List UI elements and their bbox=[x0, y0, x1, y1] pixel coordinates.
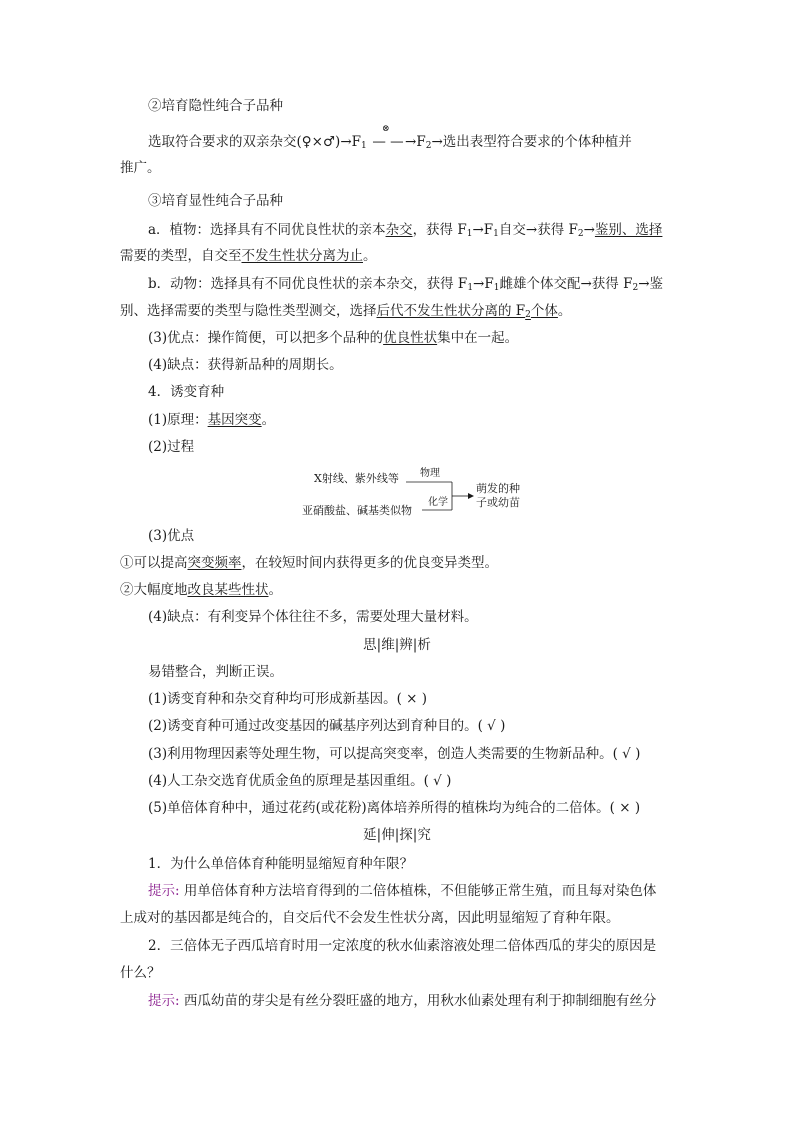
heading-dominant: ③培育显性纯合子品种 bbox=[148, 193, 283, 209]
mutation-process-diagram bbox=[300, 462, 540, 522]
physical-label: 物理 bbox=[420, 468, 440, 479]
paragraph-line: 推广。 bbox=[120, 160, 161, 176]
judgment-item-4: (4)人工杂交选育优质金鱼的原理是基因重组。( √ ) bbox=[148, 773, 452, 789]
paragraph-advantage: (3)优点：操作简便，可以把多个品种的优良性状集中在一起。 bbox=[148, 330, 519, 346]
paragraph-animal: b．动物：选择具有不同优良性状的亲本杂交，获得 $F_1\to F_1$雌雄个体交配→获得 $F_2\to$鉴 bbox=[148, 276, 663, 293]
section-title-thinking: 思|维|辨|析 bbox=[363, 637, 431, 653]
answer-1: 提示: 用单倍体育种方法培育得到的二倍体植株，不但能够正常生殖，而且每对染色体 bbox=[148, 883, 657, 899]
selfing-arrow: ⊗ — — bbox=[371, 133, 405, 151]
paragraph-animal-cont: 别、选择需要的类型与隐性类型测交，选择后代不发生性状分离的 $F_2$个体。 bbox=[120, 303, 572, 320]
paragraph-plant-cont: 需要的类型，自交至不发生性状分离为止。 bbox=[120, 248, 377, 264]
paragraph-instruction: 易错整合，判断正误。 bbox=[148, 664, 283, 680]
selfing-icon: ⊗ bbox=[382, 124, 390, 134]
target-text-line1: 萌发的种 bbox=[476, 482, 520, 495]
question-2-cont: 什么？ bbox=[120, 965, 161, 981]
heading-recessive: ②培育隐性纯合子品种 bbox=[148, 98, 283, 114]
judgment-item-3: (3)利用物理因素等处理生物，可以提高突变率，创造人类需要的生物新品种。( √ ) bbox=[148, 746, 641, 762]
paragraph-advantage-2: ②大幅度地改良某些性状。 bbox=[120, 582, 282, 598]
judgment-item-1: (1)诱变育种和杂交育种均可形成新基因。( × ) bbox=[148, 691, 428, 707]
heading-process: (2)过程 bbox=[148, 439, 195, 455]
question-2: 2．三倍体无子西瓜培育时用一定浓度的秋水仙素溶液处理二倍体西瓜的芽尖的原因是 bbox=[148, 938, 657, 954]
answer-2: 提示: 西瓜幼苗的芽尖是有丝分裂旺盛的地方，用秋水仙素处理有利于抑制细胞有丝分 bbox=[148, 993, 657, 1009]
question-1: 1．为什么单倍体育种能明显缩短育种年限？ bbox=[148, 856, 414, 872]
hint-label: 提示: bbox=[148, 883, 180, 899]
target-text-line2: 子或幼苗 bbox=[476, 496, 520, 509]
physical-source-text: X射线、紫外线等 bbox=[314, 472, 399, 485]
paragraph-recessive-steps: 选取符合要求的双亲杂交$(♀\times♂)\to F_1$ ⊗ — $—\to F_2\to$选出表型符合要求的个体种植并 bbox=[148, 133, 632, 155]
heading-advantages: (3)优点 bbox=[148, 528, 195, 544]
arrow-head-icon bbox=[468, 493, 474, 499]
paragraph-plant: a．植物：选择具有不同优良性状的亲本杂交，获得 $F_1\to F_1$自交→获得 $F_2\to$鉴别、选择 bbox=[148, 222, 663, 239]
judgment-item-2: (2)诱变育种可通过改变基因的碱基序列达到育种目的。( √ ) bbox=[148, 718, 506, 734]
chemical-source-text: 亚硝酸盐、碱基类似物 bbox=[302, 504, 412, 517]
paragraph-mutation-disadvantage: (4)缺点：有利变异个体往往不多，需要处理大量材料。 bbox=[148, 609, 478, 625]
judgment-item-5: (5)单倍体育种中，通过花药(或花粉)离体培养所得的植株均为纯合的二倍体。( × ) bbox=[148, 800, 641, 816]
paragraph-disadvantage: (4)缺点：获得新品种的周期长。 bbox=[148, 357, 343, 373]
answer-1-cont: 上成对的基因都是纯合的，自交后代不会发生性状分离，因此明显缩短了育种年限。 bbox=[120, 910, 620, 926]
paragraph-advantage-1: ①可以提高突变频率，在较短时间内获得更多的优良变异类型。 bbox=[120, 555, 498, 571]
hint-label: 提示: bbox=[148, 993, 180, 1009]
paragraph-principle: (1)原理：基因突变。 bbox=[148, 412, 276, 428]
heading-mutation-breeding: 4．诱变育种 bbox=[148, 384, 225, 400]
chemical-label: 化学 bbox=[428, 497, 448, 508]
section-title-extension: 延|伸|探|究 bbox=[363, 827, 431, 843]
